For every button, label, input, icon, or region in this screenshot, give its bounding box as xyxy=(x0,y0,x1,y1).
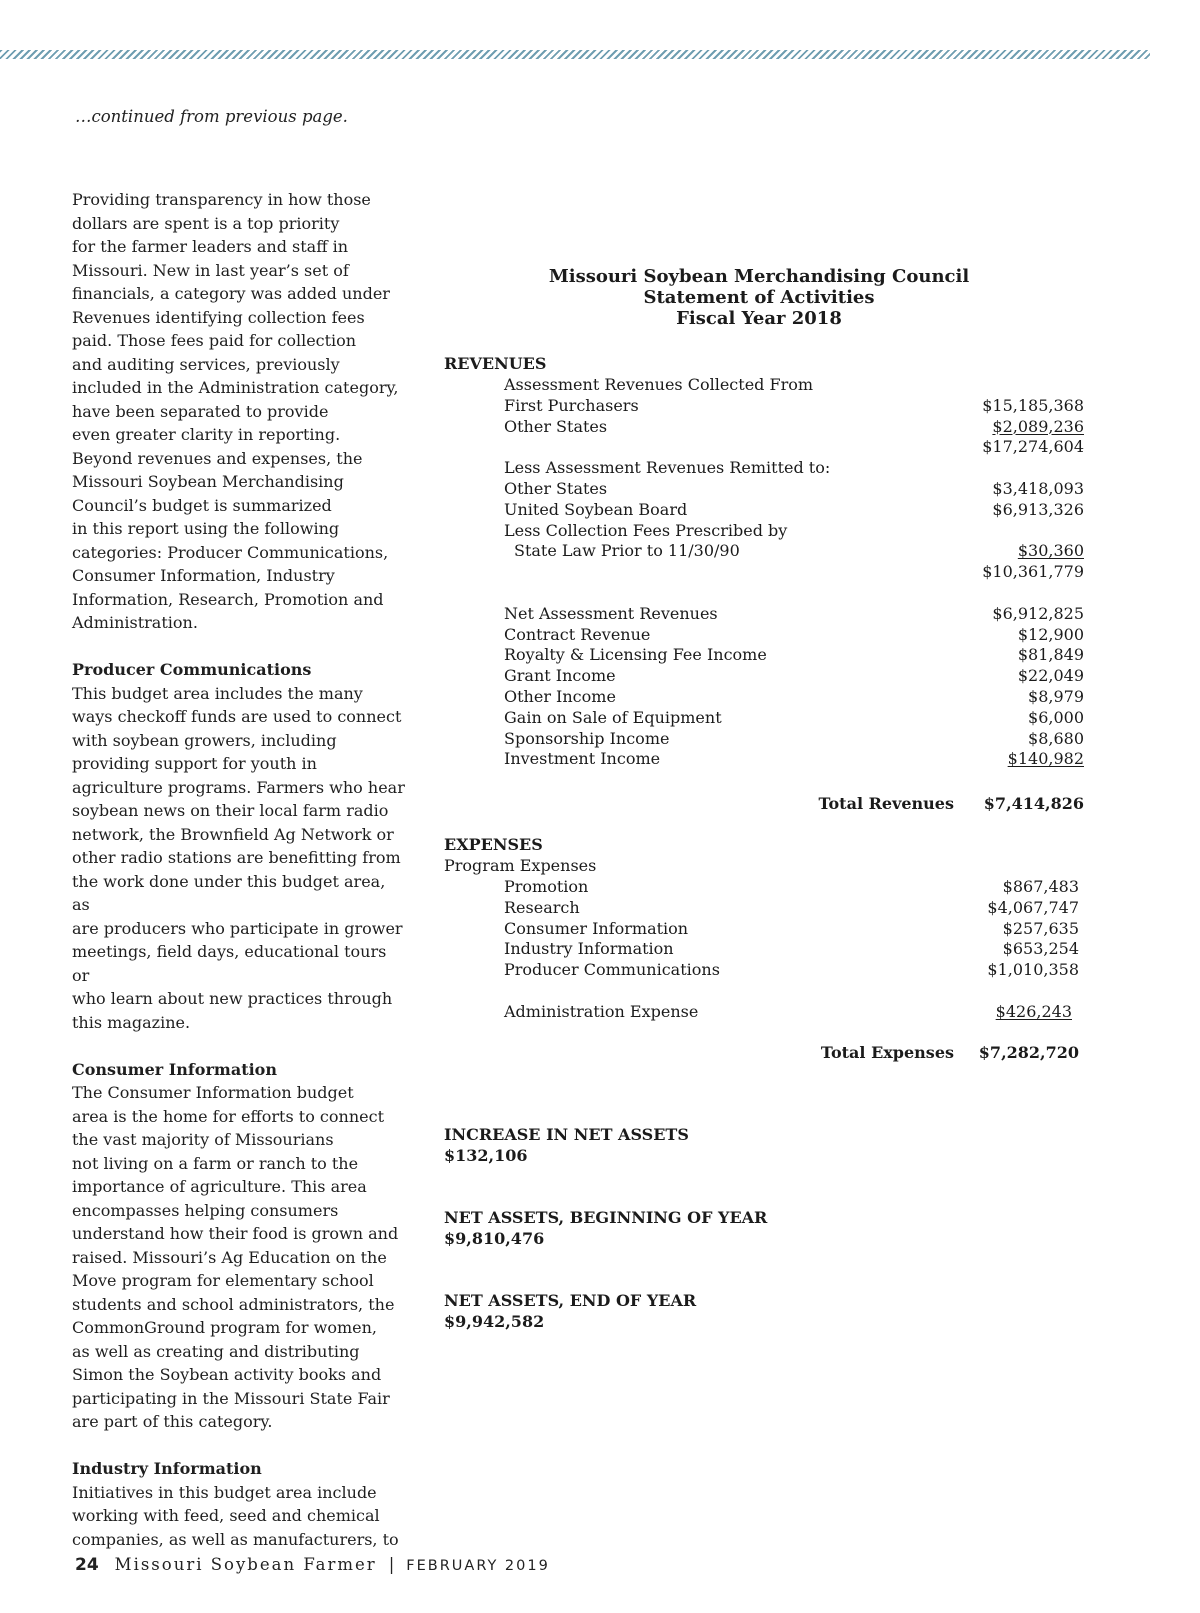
revenue-label: Net Assessment Revenues xyxy=(504,603,718,623)
net-assets-end: NET ASSETS, END OF YEAR $9,942,582 xyxy=(444,1291,697,1331)
revenue-value: $8,680 xyxy=(1028,728,1084,748)
revenue-value: $22,049 xyxy=(1017,666,1084,686)
revenue-row xyxy=(444,603,1084,624)
expense-label: Producer Communications xyxy=(504,960,720,980)
revenue-label: Gain on Sale of Equipment xyxy=(504,707,722,727)
revenue-value: $6,913,326 xyxy=(992,499,1084,519)
revenue-value: $6,000 xyxy=(1028,707,1084,727)
section-heading: Consumer Information xyxy=(72,1059,277,1079)
intro-paragraph: Providing transparency in how those dollars are spent is a top priority for the farmer leaders and staff in Missouri. New in last year’s set of financials, a category was added under Revenues identifying collection fees paid. Those fees paid for collection and auditing services, previously included in the Administration category, have been separated to provide even greater clarity in reporting. Beyond revenues and expenses, the Missouri Soybean Merchandising Council’s budget is summarized in this report using the following categories: Producer Communications, Consumer Information, Industry Information, Research, Promotion and Administration. xyxy=(72,190,399,632)
revenue-label: First Purchasers xyxy=(504,395,639,415)
revenue-value: $81,849 xyxy=(1017,645,1084,665)
expense-label: Consumer Information xyxy=(504,918,689,938)
revenue-row xyxy=(444,457,1084,478)
revenue-value: $17,274,604 xyxy=(982,437,1084,457)
revenue-row xyxy=(444,728,1084,749)
revenue-value: $2,089,236 xyxy=(992,416,1084,436)
revenue-label: State Law Prior to 11/30/90 xyxy=(514,541,740,561)
revenue-label: Other Income xyxy=(504,687,616,706)
revenue-row xyxy=(444,707,1084,728)
revenue-row xyxy=(444,416,1084,437)
revenue-value: $8,979 xyxy=(1028,687,1084,706)
revenue-row xyxy=(444,624,1084,645)
net-assets-beginning: NET ASSETS, BEGINNING OF YEAR $9,810,476 xyxy=(444,1208,768,1248)
expense-label: Research xyxy=(504,897,580,917)
revenue-label: Contract Revenue xyxy=(504,624,651,644)
section-heading: Producer Communications xyxy=(72,660,312,679)
revenue-value: $10,361,779 xyxy=(982,562,1084,582)
article-column xyxy=(72,188,407,1551)
section-paragraph: Initiatives in this budget area include working with feed, seed and chemical companies, as well as manufacturers, to xyxy=(72,1482,399,1549)
revenue-label: Sponsorship Income xyxy=(504,728,670,748)
footer-separator: | xyxy=(388,1555,395,1574)
revenue-row xyxy=(444,374,1084,395)
revenue-row xyxy=(444,540,1084,561)
revenue-row xyxy=(444,499,1084,520)
section-paragraph: The Consumer Information budget area is the home for efforts to connect the vast majority of Missourians not living on a farm or ranch to the importance of agriculture. This area encompasses helping consumers understand how their food is grown and raised. Missouri’s Ag Education on the Move program for elementary school students and school administrators, the CommonGround program for women, as well as creating and distributing Simon the Soybean activity books and participating in the Missouri State Fair are part of this category. xyxy=(72,1083,399,1431)
revenue-label: Assessment Revenues Collected From xyxy=(504,375,814,394)
revenue-row xyxy=(444,644,1084,665)
revenue-label: Grant Income xyxy=(504,666,616,686)
magazine-name: Missouri Soybean Farmer xyxy=(114,1555,377,1574)
increase-net-assets: INCREASE IN NET ASSETS $132,106 xyxy=(444,1125,689,1165)
continued-note: …continued from previous page. xyxy=(75,107,348,126)
page-footer xyxy=(75,1555,550,1575)
expense-label: Promotion xyxy=(504,877,589,896)
revenue-label: Less Collection Fees Prescribed by xyxy=(504,520,788,540)
statement-of-activities xyxy=(444,266,1084,329)
revenue-value: $140,982 xyxy=(1007,749,1084,769)
revenue-label: United Soybean Board xyxy=(504,499,688,519)
revenue-row xyxy=(444,582,1084,603)
expense-row xyxy=(444,938,1084,959)
issue-date: FEBRUARY 2019 xyxy=(406,1558,550,1574)
revenue-label: Royalty & Licensing Fee Income xyxy=(504,645,767,665)
statement-title: Missouri Soybean Merchandising Council Statement of Activities Fiscal Year 2018 xyxy=(548,266,970,329)
page-number: 24 xyxy=(75,1555,99,1575)
expense-label: Industry Information xyxy=(504,939,674,959)
revenue-label: Other States xyxy=(504,416,608,436)
expenses-heading: EXPENSES xyxy=(444,835,543,854)
total-revenues-row: Total Revenues $7,414,826 xyxy=(818,794,1084,813)
revenues-heading: REVENUES xyxy=(444,354,547,373)
expense-value: $257,635 xyxy=(1002,918,1079,938)
revenue-row xyxy=(444,561,1084,582)
revenue-value: $12,900 xyxy=(1017,624,1084,644)
expense-row xyxy=(444,897,1084,918)
header-stripe xyxy=(0,50,1150,59)
section-heading: Industry Information xyxy=(72,1459,262,1478)
revenue-row xyxy=(444,665,1084,686)
revenue-label: Less Assessment Revenues Remitted to: xyxy=(504,458,831,478)
revenue-row xyxy=(444,748,1084,769)
revenue-row xyxy=(444,395,1084,416)
expense-value: $867,483 xyxy=(1002,877,1079,896)
expense-value: $1,010,358 xyxy=(987,960,1079,980)
revenue-label: Other States xyxy=(504,479,608,498)
section-paragraph: This budget area includes the many ways checkoff funds are used to connect with soybean growers, including providing support for youth in agriculture programs. Farmers who hear soybean news on their local farm radio network, the Brownfield Ag Network or other radio stations are benefitting from the work done under this budget area, as are producers who participate in grower meetings, field days, educational tours or who learn about new practices through this magazine. xyxy=(72,683,405,1032)
revenue-label: Investment Income xyxy=(504,749,661,769)
expense-value: $4,067,747 xyxy=(987,897,1079,917)
expense-value: $653,254 xyxy=(1002,939,1079,959)
revenue-row xyxy=(444,520,1084,541)
program-expenses-label: Program Expenses xyxy=(444,856,597,875)
revenue-value: $30,360 xyxy=(1017,541,1084,561)
revenue-value: $3,418,093 xyxy=(992,479,1084,498)
revenue-row xyxy=(444,436,1084,457)
admin-expense-row: Administration Expense $426,243 xyxy=(504,1002,1072,1021)
expense-row xyxy=(444,918,1084,939)
expense-row xyxy=(444,876,1084,897)
revenue-row xyxy=(444,478,1084,499)
total-expenses-row: Total Expenses $7,282,720 xyxy=(820,1043,1079,1062)
revenue-value: $15,185,368 xyxy=(982,395,1084,415)
revenue-value: $6,912,825 xyxy=(992,603,1084,623)
expense-row xyxy=(444,959,1084,980)
revenue-row xyxy=(444,686,1084,707)
